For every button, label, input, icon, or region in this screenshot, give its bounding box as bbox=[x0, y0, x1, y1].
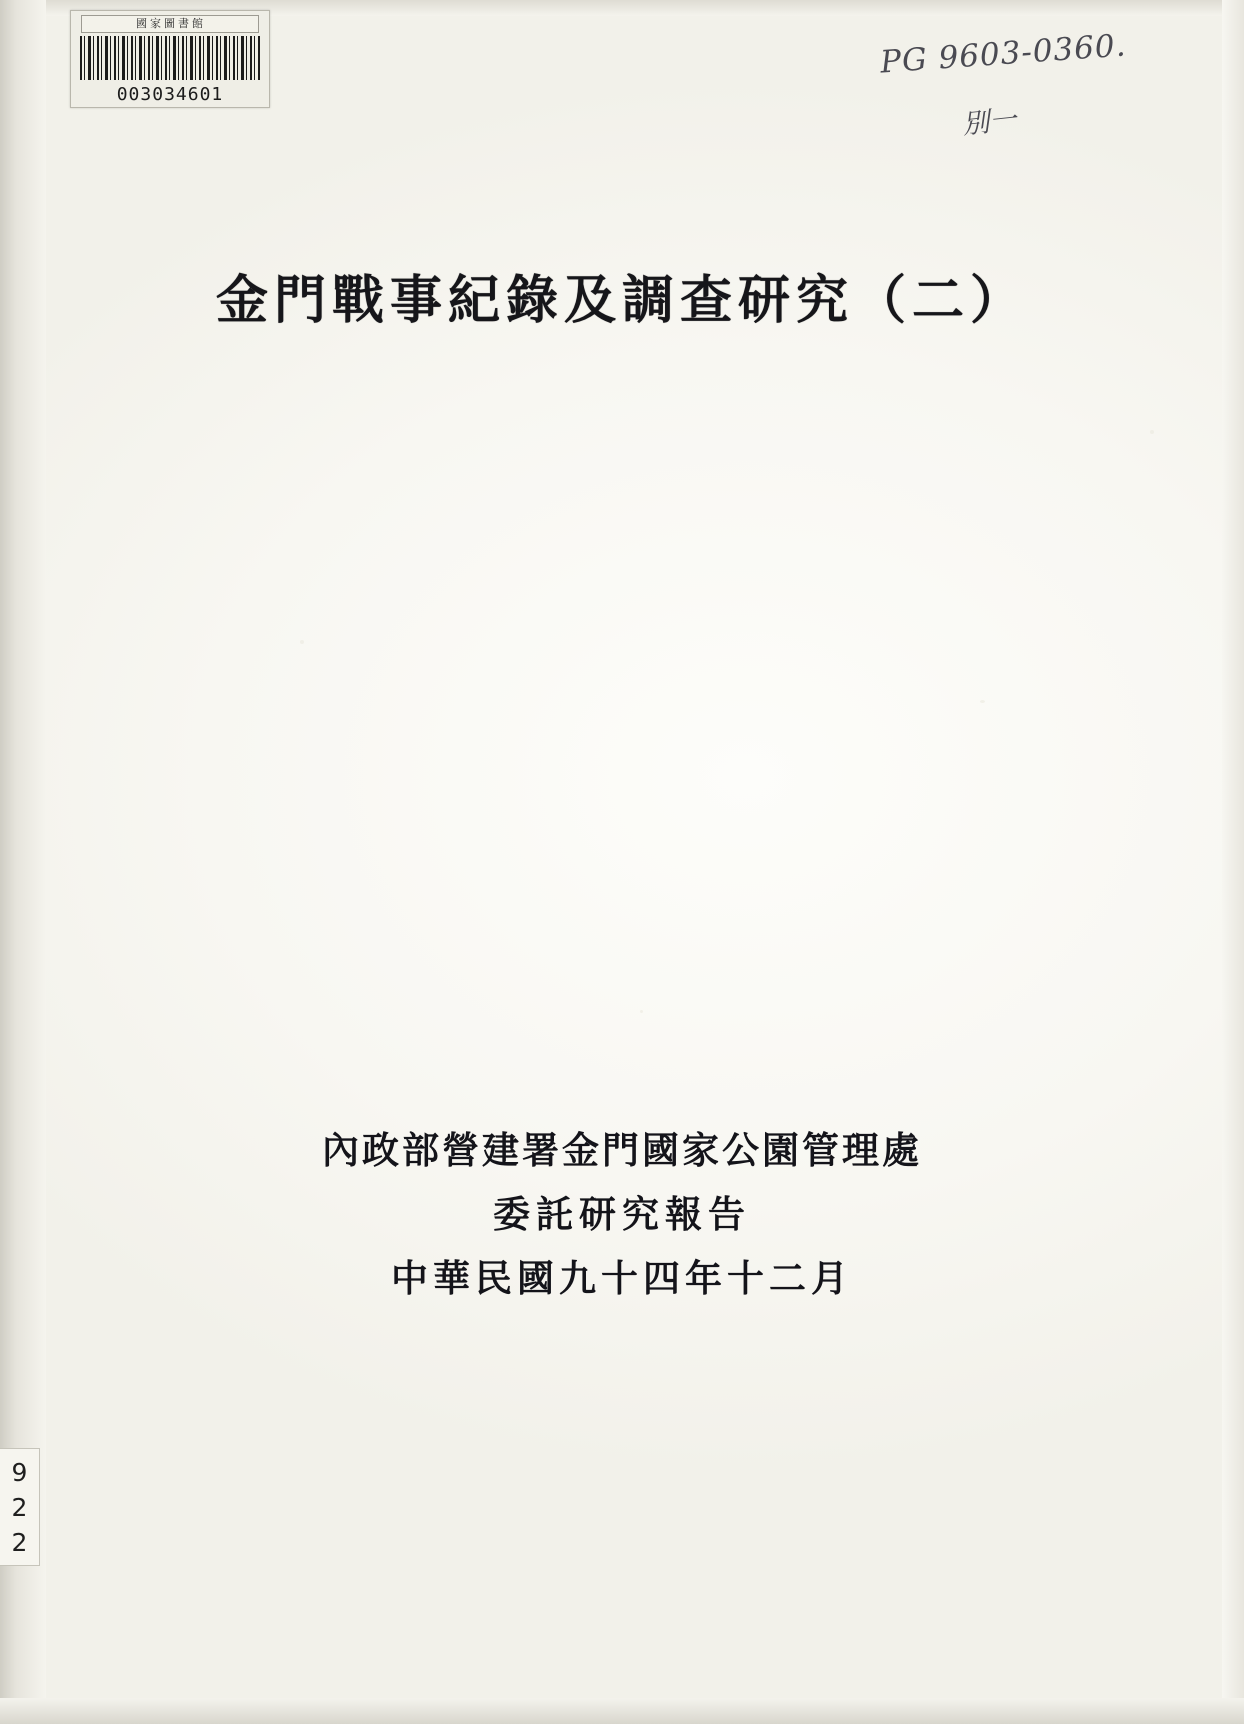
spine-label-line-3: 2 bbox=[11, 1528, 28, 1557]
spine-label-line-1: 9 bbox=[11, 1458, 28, 1487]
handwritten-call-number: PG 9603-0360. bbox=[879, 27, 1128, 81]
handwritten-copy-mark: 別一 bbox=[960, 104, 1018, 141]
library-barcode-label bbox=[70, 10, 270, 108]
barcode-number: 003034601 bbox=[116, 84, 224, 105]
imprint-date: 中華民國九十四年十二月 bbox=[391, 1256, 853, 1300]
paper-speck bbox=[980, 700, 985, 703]
imprint-block bbox=[0, 1118, 1244, 1310]
library-name: 國家圖書館 bbox=[81, 15, 259, 33]
paper-speck bbox=[300, 640, 304, 644]
imprint-publisher: 內政部營建署金門國家公園管理處 bbox=[322, 1128, 922, 1172]
imprint-report-type: 委託研究報告 bbox=[493, 1192, 751, 1236]
document-title: 金門戰事紀錄及調查研究（二） bbox=[215, 270, 1028, 331]
spine-label-line-2: 2 bbox=[11, 1493, 28, 1522]
paper-speck bbox=[640, 1010, 643, 1013]
paper-speck bbox=[1150, 430, 1154, 434]
spine-label bbox=[0, 1448, 40, 1566]
barcode-icon bbox=[80, 36, 260, 80]
page-edge-bottom bbox=[0, 1698, 1244, 1724]
